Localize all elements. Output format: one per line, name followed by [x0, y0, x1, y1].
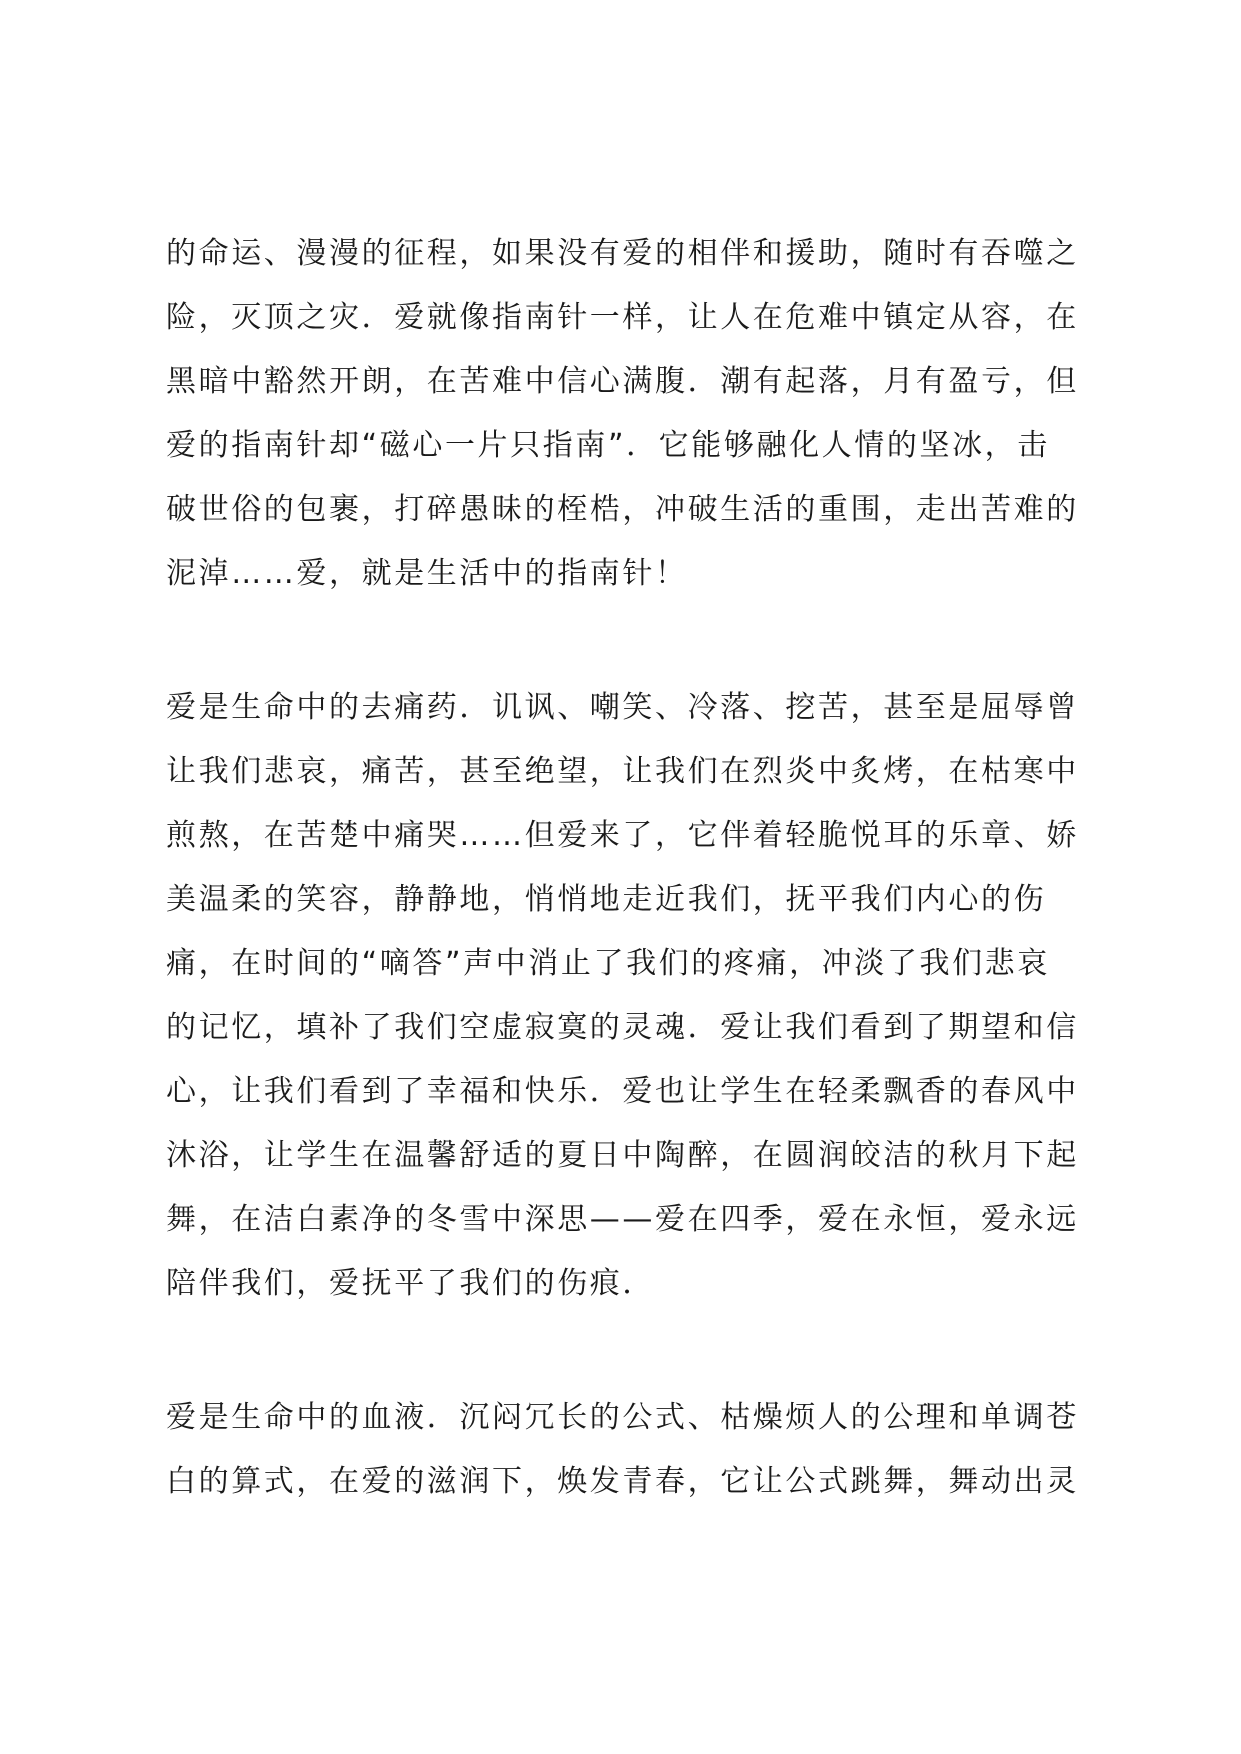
text-line: 爱是生命中的血液．沉闷冗长的公式、枯燥烦人的公理和单调苍 — [166, 1400, 1079, 1435]
text-line: 黑暗中豁然开朗，在苦难中信心满腹．潮有起落，月有盈亏，但 — [166, 364, 1079, 399]
text-line: 痛，在时间的“嘀答”声中消止了我们的疼痛，冲淡了我们悲哀 — [166, 946, 1050, 981]
text-line: 舞，在洁白素净的冬雪中深思——爱在四季，爱在永恒，爱永远 — [166, 1202, 1079, 1237]
paragraph-spacer — [166, 606, 1096, 676]
paragraph-spacer — [166, 1316, 1096, 1386]
text-line: 泥淖……爱，就是生活中的指南针！ — [166, 556, 688, 591]
text-line: 沐浴，让学生在温馨舒适的夏日中陶醉，在圆润皎洁的秋月下起 — [166, 1138, 1079, 1173]
text-line: 让我们悲哀，痛苦，甚至绝望，让我们在烈炎中炙烤，在枯寒中 — [166, 754, 1079, 789]
text-line: 的命运、漫漫的征程，如果没有爱的相伴和援助，随时有吞噬之 — [166, 236, 1079, 271]
document-body — [166, 222, 1096, 1514]
paragraph-blood — [166, 1386, 1096, 1514]
text-line: 险，灭顶之灾．爱就像指南针一样，让人在危难中镇定从容，在 — [166, 300, 1079, 335]
text-line: 陪伴我们，爱抚平了我们的伤痕． — [166, 1266, 655, 1301]
text-line: 的记忆，填补了我们空虚寂寞的灵魂．爱让我们看到了期望和信 — [166, 1010, 1079, 1045]
text-line: 美温柔的笑容，静静地，悄悄地走近我们，抚平我们内心的伤 — [166, 882, 1047, 917]
text-line: 煎熬，在苦楚中痛哭……但爱来了，它伴着轻脆悦耳的乐章、娇 — [166, 818, 1079, 853]
text-line: 爱的指南针却“磁心一片只指南”．它能够融化人情的坚冰，击 — [166, 428, 1050, 463]
text-line: 白的算式，在爱的滋润下，焕发青春，它让公式跳舞，舞动出灵 — [166, 1464, 1079, 1499]
paragraph-compass — [166, 222, 1096, 606]
paragraph-painkiller — [166, 676, 1096, 1316]
text-line: 爱是生命中的去痛药．讥讽、嘲笑、冷落、挖苦，甚至是屈辱曾 — [166, 690, 1079, 725]
text-line: 心，让我们看到了幸福和快乐．爱也让学生在轻柔飘香的春风中 — [166, 1074, 1079, 1109]
text-line: 破世俗的包裹，打碎愚昧的桎梏，冲破生活的重围，走出苦难的 — [166, 492, 1079, 527]
